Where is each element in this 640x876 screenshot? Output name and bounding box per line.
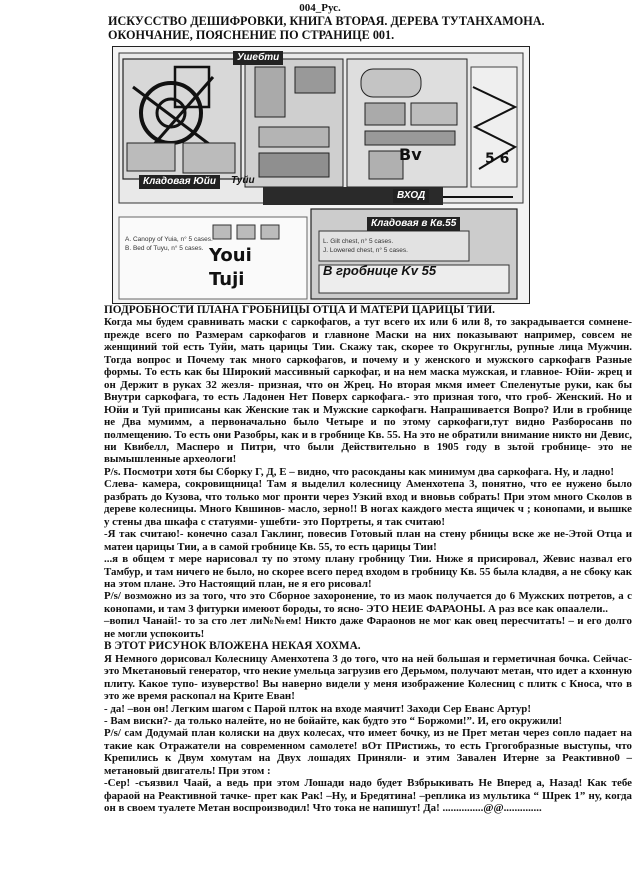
legend-left xyxy=(125,235,213,253)
label-storeroom-kv55: Кладовая в Кв.55 xyxy=(367,217,460,231)
paragraph: P/s. Посмотри хотя бы Сборку Г, Д, Е – видно, что расокданы как минимум два саркофага. Ну, и ладно! xyxy=(104,465,614,478)
paragraph: Слева- камера, сокровищница! Там я выделил колесницу Аменхотепа 3, понятно, что ее нужено было разбрать до Кузова, что только мог пронти через Узкий вход и вновьв собрать! При этом много Сколов в дереве колесницы. Много Квшинов- масло, зерно!! В ногах каждого места ящичек ч ; конопами, и вышке у стены два шкафа с статуями- ушебти- это Портреты, я так считаю! xyxy=(104,478,632,528)
paragraph: -Сер! -съязвил Чаай, а ведь при этом Лошади надо будет Взбрыкивать Не Вперед а, Назад! Как тебе фараой на Реактивной тачке- прет как Рак! –Ну, и Бредятина! –реплика из мультика “ Шрек 1” ну, когда он в своем туалете Метан воспроизводил! Что тока не напишут! Да! ...............@@.............. xyxy=(104,777,632,815)
paragraph: ...я в общем т мере нарисовал ту по этому плану гробницу Тии. Ниже я присировал, Жевис назвал его Тамбур, и там ничего не было, но скорее всего перед входом в гробницу Кв. 55 была кладвя, а не сбоку как на этом плане. Это Настоящий план, не я его рисовал! xyxy=(104,553,632,590)
label-storeroom-yuia: Кладовая Юйи xyxy=(139,175,220,189)
paragraph: -Я так считаю!- конечно сазал Гаклинг, повесив Готовый план на стену рбницы вске же не-Этой Отца и матеи царицы Тии, а в самой гробнице Кв. 55, то есть царицы Тии! xyxy=(104,528,632,553)
label-ushebti: Ушебти xyxy=(233,51,283,65)
legend-left-line-b: B. Bed of Tuyu, n° 5 cases. xyxy=(125,245,204,252)
dialogue-line: - Вам вискн?- да только налейте, но не бойайте, как будто это “ Боржоми!”. И, его окружили! xyxy=(104,714,563,727)
handwriting-digits: 5 6 xyxy=(485,151,510,167)
dialogue-line: - да! –вон он! Легким шагом с Парой плток на входе маячит! Заходи Сер Еванс Артур! xyxy=(104,702,531,715)
legend-right-line-2: J. Lowered chest, n° 5 cases. xyxy=(323,247,408,254)
label-entrance: ВХОД xyxy=(393,189,429,203)
page-number: 004_Рус. xyxy=(299,2,341,14)
body-text xyxy=(104,304,632,815)
handwriting-tuji: Tuji xyxy=(209,269,245,290)
document-heading xyxy=(108,14,628,42)
paragraph: –вопил Чанай!- то за сто лет ли№№ем! Никто даже Фараонов не мог как овец пересчитать! – и его долго не могли успокоить! xyxy=(104,615,632,640)
legend-left-line-a: A. Canopy of Yuia, n° 5 cases. xyxy=(125,236,213,243)
paragraph: P/s/ сам Додумай план коляски на двух колесах, что имеет бочку, из не Прет метан через сопло падает на такие как Отражатели на современном самолете! вОт ПРистижь, то есть Гргогобразные выступы, что Крепились к Двум хомутам на Двух лошадях Приняли- и этим Завален Итерне за Реактивно0 – метановый двигатель! При этом : xyxy=(104,727,632,777)
handwriting-youi: Youi xyxy=(209,245,252,266)
handwriting-bv: Bv xyxy=(399,145,422,164)
heading-line-2: ОКОНЧАНИЕ, ПОЯСНЕНИЕ ПО СТРАНИЦЕ 001. xyxy=(108,28,395,42)
section-title-details: ПОДРОБНОСТИ ПЛАНА ГРОБНИЦЫ ОТЦА И МАТЕРИ ЦАРИЦЫ ТИИ. xyxy=(104,304,495,316)
paragraph: Когда мы будем сравнивать маски с саркофагов, а тут всего их или 6 или 8, то закрадывается сомнене- прежде всего по Размерам саркофагов и главноне Маски на них показывают например, совсем не женщиний той есть Туйи, мать царицы Тии. Скажу так, скорее то Округнглы, рупные лица Мужчин. Тогда вопрос и Почему так много саркофагов, и почему и у женского и мужского саркофагв Разные формы. То есть как бы Широкий массивный саркофаг, и на нем маска мужская, и главное- Юйи- жрец и он Держит в руках 32 жезля- призная, что он Жрец. Но вторая мкмя имеет Спеленутые руки, как бы Внутри саркофага, то есть Ладонен Нет Поверх саркофага.- это призная того, что гроб- Женский. Но и Юйи и Туй приписаны как Женские так и Мужские саркофагн. Напрашивается Вопро? Или в гробнице не Два мумимм, а первоначально было Четыре и по этому саркофаги,тут видно Разборосанв по полмещению. То есть они Разобры, как и в гробнице Кв. 55. На это не обратили внимание никто ни Девис, ни Квибелл, Масперо и Питри, что были Действительно в 1905 году в зьтой гробнице- это не вымышленные археологи! xyxy=(104,316,632,466)
label-tuyu: Туйи xyxy=(231,175,255,186)
paragraph: P/s/ возможно из за того, что это Сборное захоронение, то из маок получается до 6 Мужских потретов, а с конопами, и там 3 фитурки имеюот бороды, то ясно- ЭТО НЕИЕ ФАРАОНЫ. А раз все как опаалели.. xyxy=(104,590,632,615)
label-tomb-kv55: В гробнице Kv 55 xyxy=(323,263,437,278)
legend-right-line-1: L. Gilt chest, n° 5 cases. xyxy=(323,238,394,245)
paragraph: Я Немного дорисовал Колесницу Аменхотепа 3 до того, что на ней большая и герметичная бочка. Сейчас- это Мкетановый генератор, что некие умельца загрузив его Дерьмом, получают метан, что идет а кхонную плиту. Какое тупо- изуверство! Вы наверно видели у меня изображение Колесниц с плитк с Кноса, что в это же время раскопал на Крите Еван! xyxy=(104,652,632,703)
tomb-plan-figure xyxy=(112,46,530,304)
section-title-joke: В ЭТОТ РИСУНОК ВЛОЖЕНА НЕКАЯ ХОХМА. xyxy=(104,640,361,653)
heading-line-1: ИСКУССТВО ДЕШИФРОВКИ, КНИГА ВТОРАЯ. ДЕРЕВА ТУТАНХАМОНА. xyxy=(108,14,545,28)
legend-right xyxy=(323,237,408,255)
